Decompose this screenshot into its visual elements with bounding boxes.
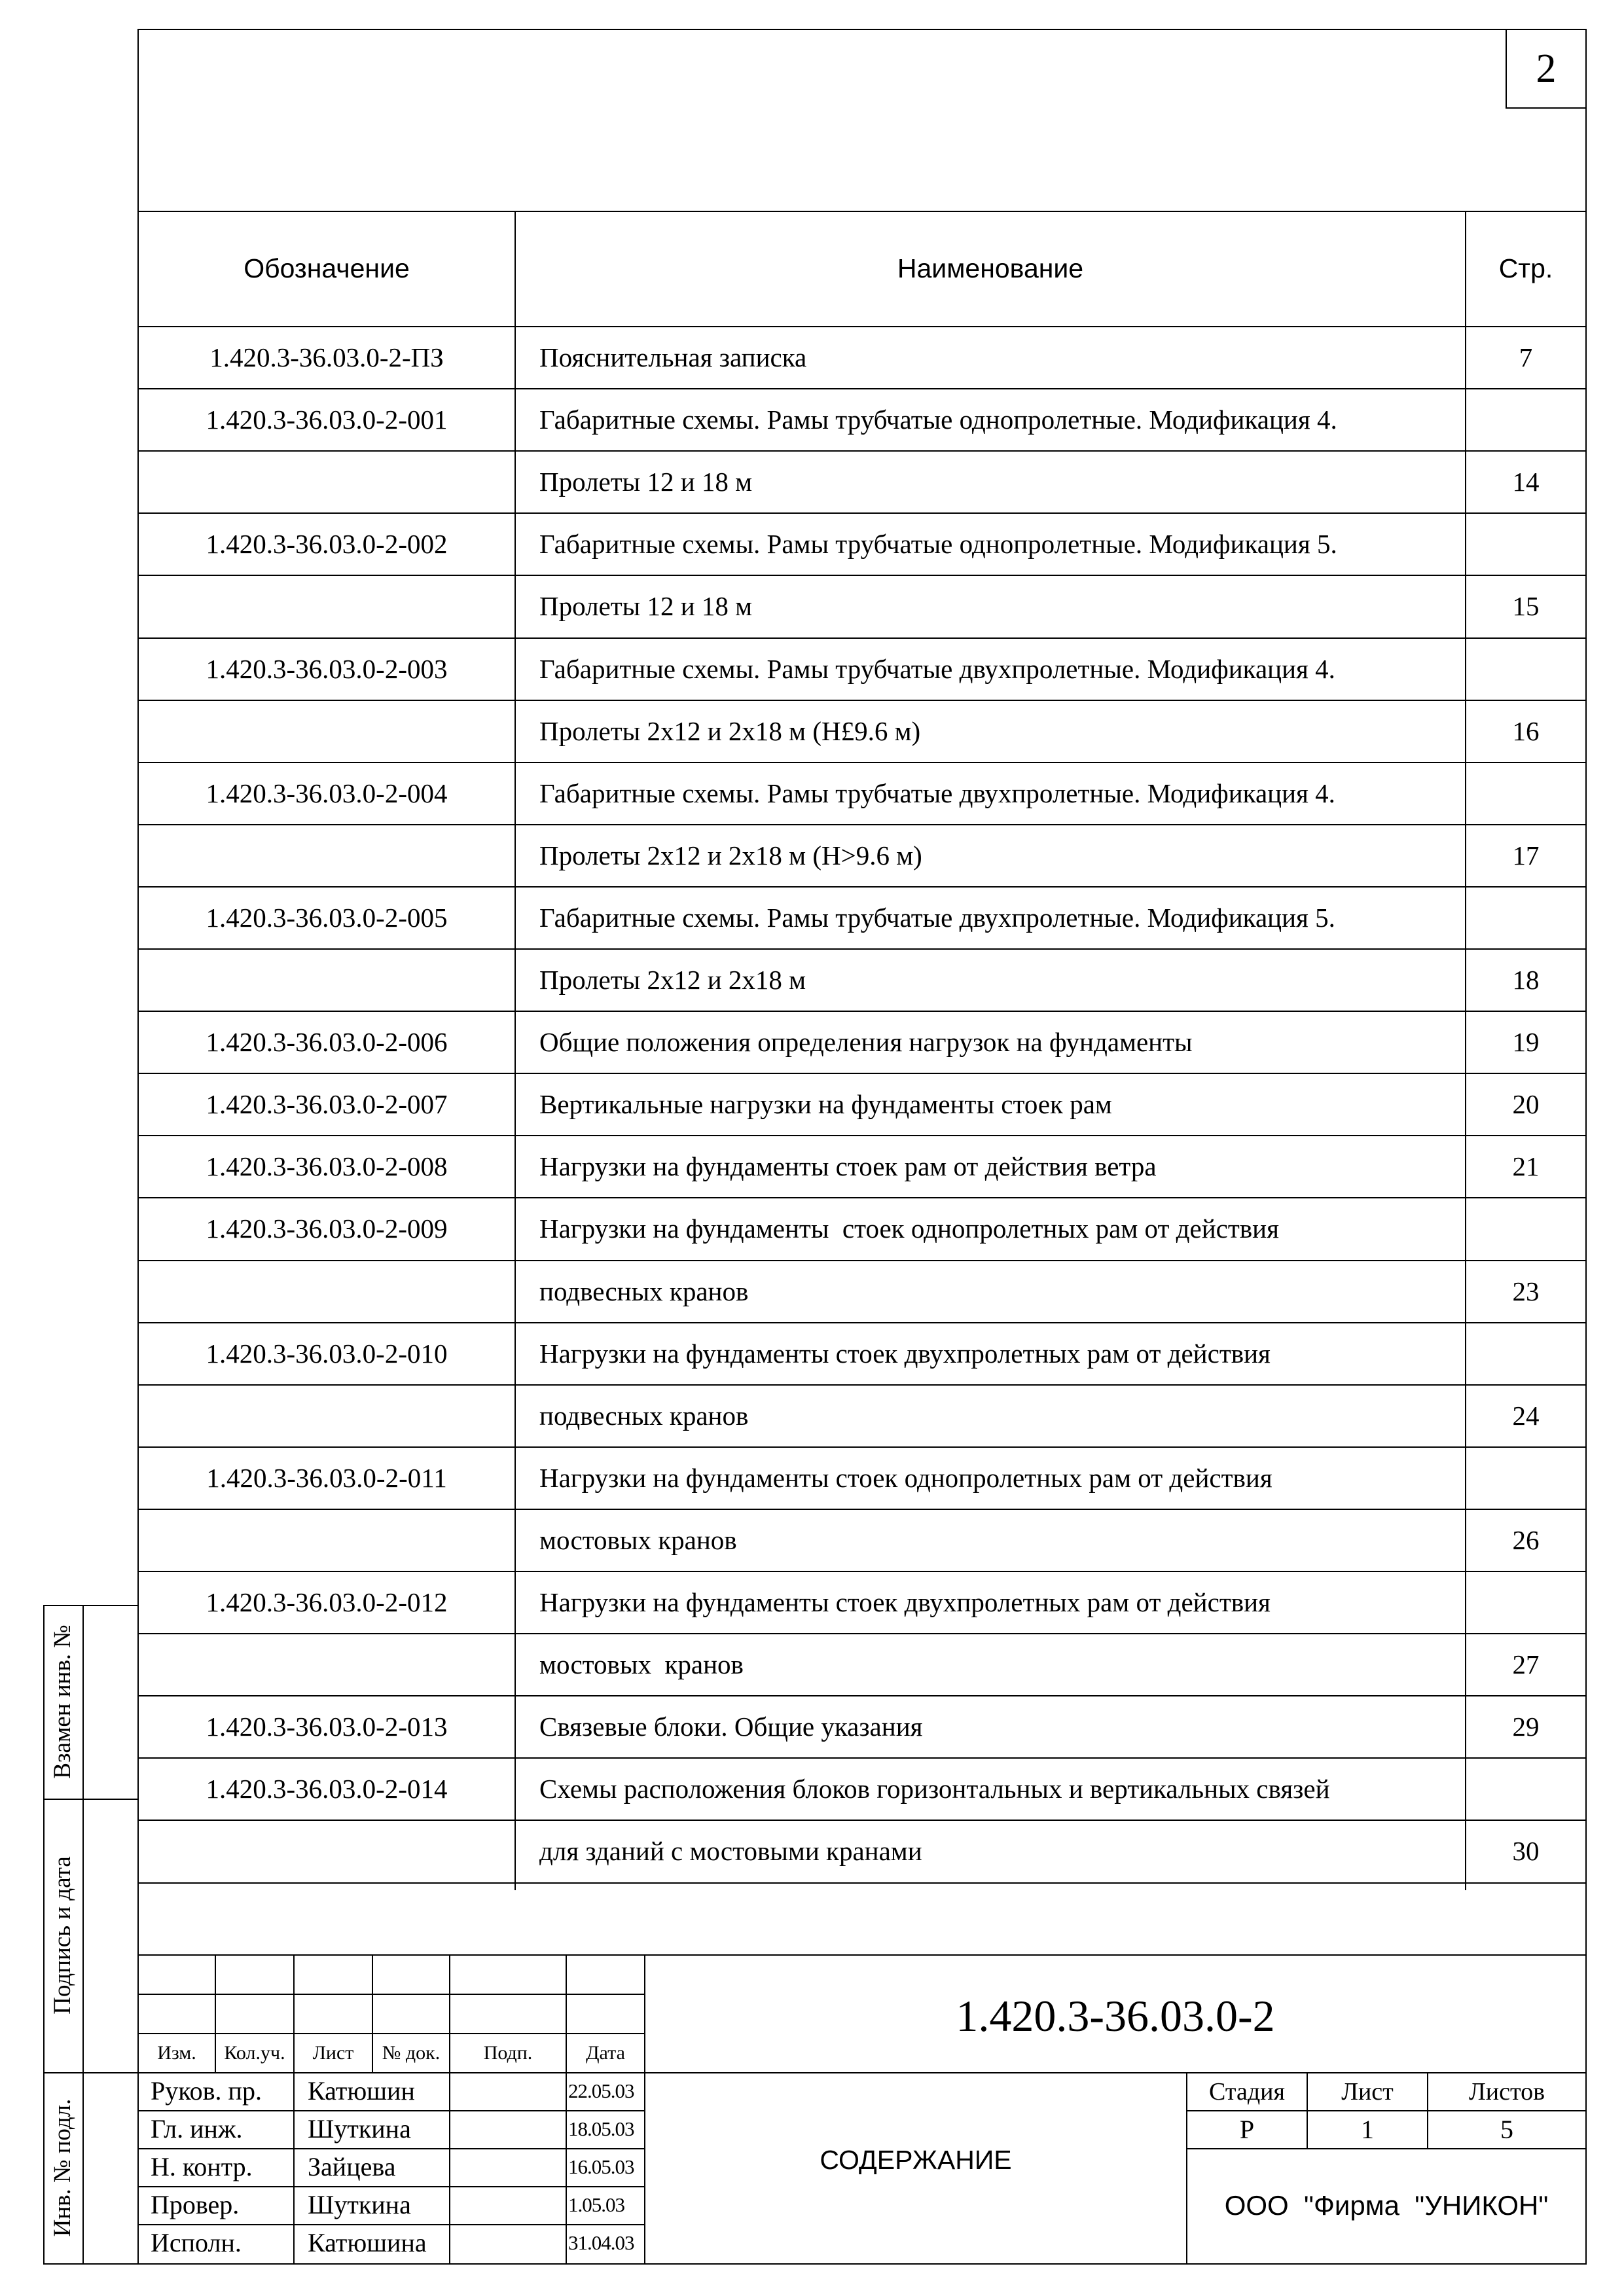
row-code	[139, 824, 514, 887]
signature-role: Исполн.	[151, 2228, 242, 2257]
row-page	[1466, 388, 1585, 451]
row-code	[139, 1260, 514, 1323]
signature-role: Н. контр.	[151, 2152, 253, 2181]
row-name: Нагрузки на фундаменты стоек двухпролетных рам от действия	[539, 1338, 1271, 1369]
row-code	[139, 1509, 514, 1571]
row-code: 1.420.3-36.03.0-2-009	[206, 1213, 448, 1244]
row-code: 1.420.3-36.03.0-2-005	[206, 903, 448, 933]
row-name: Пролеты 2х12 и 2х18 м	[539, 965, 806, 995]
signature-role: Гл. инж.	[151, 2114, 243, 2144]
row-page: 19	[1512, 1027, 1540, 1057]
row-page	[1466, 762, 1585, 825]
row-page: 24	[1512, 1401, 1540, 1431]
side-label-signature-date: Подпись и дата	[49, 1856, 76, 2015]
row-page	[1466, 1757, 1585, 1820]
signature-name: Шуткина	[308, 2190, 411, 2219]
sheets-value: 5	[1500, 2115, 1513, 2144]
row-page: 29	[1512, 1712, 1540, 1742]
row-name: подвесных кранов	[539, 1401, 749, 1431]
signature-name: Катюшин	[308, 2076, 415, 2106]
row-code: 1.420.3-36.03.0-2-004	[206, 778, 448, 808]
row-code	[139, 700, 514, 762]
row-page	[1466, 1197, 1585, 1260]
row-name: Габаритные схемы. Рамы трубчатые однопролетные. Модификация 5.	[539, 529, 1337, 559]
row-name: Нагрузки на фундаменты стоек однопролетных рам от действия	[539, 1213, 1279, 1244]
row-code: 1.420.3-36.03.0-2-003	[206, 654, 448, 684]
row-page: 17	[1512, 840, 1540, 870]
row-code: 1.420.3-36.03.0-2-007	[206, 1089, 448, 1119]
row-name: Габаритные схемы. Рамы трубчатые двухпролетные. Модификация 5.	[539, 903, 1335, 933]
sheets-header: Листов	[1468, 2078, 1545, 2106]
rev-header-signature: Подп.	[483, 2042, 533, 2064]
rev-header-date: Дата	[586, 2042, 625, 2064]
row-page: 15	[1512, 591, 1540, 621]
signature-date: 22.05.03	[568, 2079, 634, 2102]
row-name: мостовых кранов	[539, 1525, 737, 1555]
row-name: Пролеты 12 и 18 м	[539, 467, 753, 497]
rev-header-docnum: № док.	[382, 2042, 441, 2064]
row-name: Связевые блоки. Общие указания	[539, 1712, 923, 1742]
row-divider	[137, 1882, 1587, 1884]
row-name: Нагрузки на фундаменты стоек рам от действия ветра	[539, 1151, 1157, 1181]
row-page: 30	[1512, 1836, 1540, 1866]
row-name: Вертикальные нагрузки на фундаменты стоек рам	[539, 1089, 1112, 1119]
row-name: Пояснительная записка	[539, 342, 807, 372]
row-name: для зданий с мостовыми кранами	[539, 1836, 922, 1866]
row-page: 14	[1512, 467, 1540, 497]
signature-name: Шуткина	[308, 2114, 411, 2144]
row-code: 1.420.3-36.03.0-2-012	[206, 1587, 448, 1617]
row-page: 23	[1512, 1276, 1540, 1306]
side-label-replaced-inv: Взамен инв. №	[49, 1624, 76, 1779]
row-code	[139, 1633, 514, 1696]
organization: ООО "Фирма "УНИКОН"	[1224, 2190, 1549, 2221]
row-page	[1466, 1322, 1585, 1385]
row-code: 1.420.3-36.03.0-2-ПЗ	[209, 342, 444, 372]
row-name: Пролеты 2х12 и 2х18 м (Н>9.6 м)	[539, 840, 922, 870]
row-page: 27	[1512, 1649, 1540, 1679]
row-page	[1466, 512, 1585, 575]
stage-value: Р	[1239, 2115, 1255, 2144]
row-code: 1.420.3-36.03.0-2-002	[206, 529, 448, 559]
row-code: 1.420.3-36.03.0-2-006	[206, 1027, 448, 1057]
row-code: 1.420.3-36.03.0-2-008	[206, 1151, 448, 1181]
signature-name: Катюшина	[308, 2228, 427, 2257]
row-name: Нагрузки на фундаменты стоек однопролетных рам от действия	[539, 1463, 1272, 1493]
row-code	[139, 450, 514, 513]
signature-date: 16.05.03	[568, 2155, 634, 2178]
rev-header-change: Изм.	[157, 2042, 196, 2064]
row-code	[139, 948, 514, 1011]
document-code: 1.420.3-36.03.0-2	[956, 1991, 1275, 2041]
row-name: Пролеты 2х12 и 2х18 м (Н£9.6 м)	[539, 716, 921, 746]
row-page	[1466, 1446, 1585, 1509]
row-page: 7	[1519, 342, 1533, 372]
signature-name: Зайцева	[308, 2152, 396, 2181]
row-code: 1.420.3-36.03.0-2-014	[206, 1774, 448, 1804]
row-code	[139, 1820, 514, 1882]
signature-date: 31.04.03	[568, 2231, 634, 2254]
side-label-inv-original: Инв. № подл.	[49, 2098, 76, 2237]
row-page	[1466, 637, 1585, 700]
row-code: 1.420.3-36.03.0-2-010	[206, 1338, 448, 1369]
row-code: 1.420.3-36.03.0-2-011	[206, 1463, 447, 1493]
header-page: Стр.	[1498, 253, 1553, 283]
rev-header-sheet: Лист	[312, 2042, 354, 2064]
row-name: Габаритные схемы. Рамы трубчатые однопролетные. Модификация 4.	[539, 404, 1337, 435]
row-name: Пролеты 12 и 18 м	[539, 591, 753, 621]
signature-role: Руков. пр.	[151, 2076, 262, 2106]
row-code	[139, 575, 514, 637]
row-name: Габаритные схемы. Рамы трубчатые двухпролетные. Модификация 4.	[539, 778, 1335, 808]
row-name: Нагрузки на фундаменты стоек двухпролетных рам от действия	[539, 1587, 1271, 1617]
row-code: 1.420.3-36.03.0-2-013	[206, 1712, 448, 1742]
row-name: подвесных кранов	[539, 1276, 749, 1306]
document-title: СОДЕРЖАНИЕ	[820, 2145, 1012, 2175]
row-code	[139, 1384, 514, 1447]
row-page: 26	[1512, 1525, 1540, 1555]
row-page: 20	[1512, 1089, 1540, 1119]
row-name: Общие положения определения нагрузок на фундаменты	[539, 1027, 1193, 1057]
row-page	[1466, 1571, 1585, 1634]
header-designation: Обозначение	[244, 253, 410, 283]
header-name: Наименование	[897, 253, 1084, 283]
rev-header-count: Кол.уч.	[224, 2042, 285, 2064]
row-name: мостовых кранов	[539, 1649, 744, 1679]
row-name: Схемы расположения блоков горизонтальных и вертикальных связей	[539, 1774, 1330, 1804]
sheet-number: 2	[1536, 46, 1557, 91]
row-page: 18	[1512, 965, 1540, 995]
row-name: Габаритные схемы. Рамы трубчатые двухпролетные. Модификация 4.	[539, 654, 1335, 684]
signature-role: Провер.	[151, 2190, 240, 2219]
row-page	[1466, 886, 1585, 949]
row-page: 21	[1512, 1151, 1540, 1181]
sheet-header: Лист	[1341, 2078, 1394, 2106]
signature-date: 1.05.03	[568, 2193, 624, 2216]
signature-date: 18.05.03	[568, 2117, 634, 2140]
stage-header: Стадия	[1209, 2078, 1285, 2106]
row-code: 1.420.3-36.03.0-2-001	[206, 404, 448, 435]
sheet-value: 1	[1361, 2115, 1374, 2144]
row-page: 16	[1512, 716, 1540, 746]
